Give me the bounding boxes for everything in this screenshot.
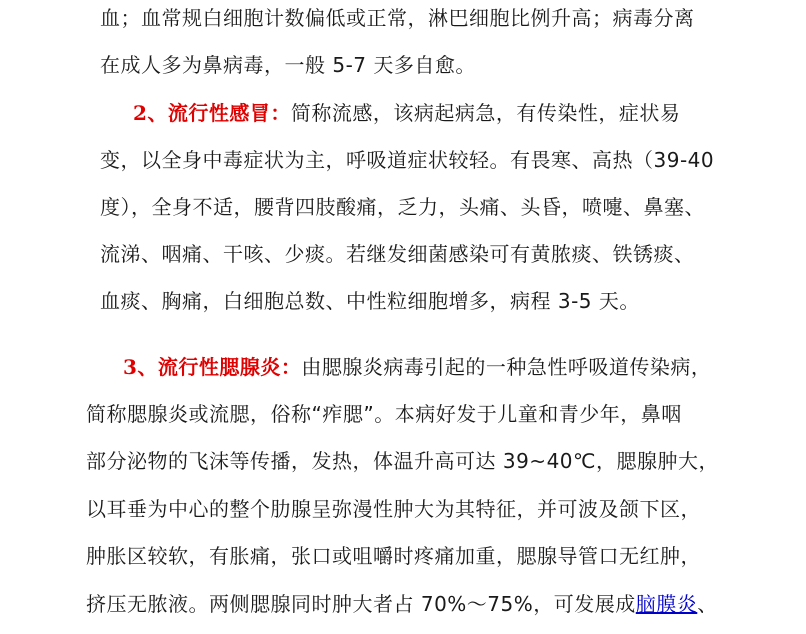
paragraph-3-line-4: 以耳垂为中心的整个肋腺呈弥漫性肿大为其特征，并可波及颌下区，: [86, 497, 701, 521]
influenza-heading: 2、流行性感冒：: [133, 101, 291, 125]
paragraph-2-line-5: 血痰、胸痛，白细胞总数、中性粒细胞增多，病程 3-5 天。: [100, 289, 640, 313]
paragraph-3-last-line-tail: 、: [697, 592, 718, 616]
paragraph-3-first-line-text: 由腮腺炎病毒引起的一种急性呼吸道传染病，: [301, 355, 712, 379]
paragraph-3-line-3: 部分泌物的飞沫等传播，发热，体温升高可达 39~40℃，腮腺肿大，: [86, 449, 719, 473]
mumps-heading: 3、流行性腮腺炎：: [123, 355, 302, 379]
paragraph-3-last-line-text: 挤压无脓液。两侧腮腺同时肿大者占 70%～75%，可发展成: [86, 592, 636, 616]
paragraph-3-line-2: 简称腮腺炎或流腮，俗称“痄腮”。本病好发于儿童和青少年，鼻咽: [86, 402, 682, 426]
paragraph-2-first-line-text: 简称流感，该病起病急，有传染性，症状易: [290, 101, 681, 125]
meningitis-link[interactable]: 脑膜炎: [635, 592, 698, 616]
paragraph-2-line-3: 度），全身不适，腰背四肢酸痛，乏力，头痛、头昏，喷嚏、鼻塞、: [100, 195, 705, 219]
paragraph-3-line-1: [123, 355, 711, 379]
paragraph-2-line-1: [133, 101, 680, 125]
paragraph-1-line-1: 血；血常规白细胞计数偏低或正常，淋巴细胞比例升高；病毒分离: [100, 6, 695, 30]
paragraph-3-line-5: 肿胀区较软，有胀痛，张口或咀嚼时疼痛加重，腮腺导管口无红肿，: [86, 544, 701, 568]
paragraph-2-line-4: 流涕、咽痛、干咳、少痰。若继发细菌感染可有黄脓痰、铁锈痰、: [100, 242, 695, 266]
paragraph-3-line-6: [86, 592, 718, 616]
paragraph-1-line-2: 在成人多为鼻病毒，一般 5-7 天多自愈。: [100, 53, 476, 77]
paragraph-2-line-2: 变，以全身中毒症状为主，呼吸道症状较轻。有畏寒、高热（39-40: [100, 148, 715, 172]
